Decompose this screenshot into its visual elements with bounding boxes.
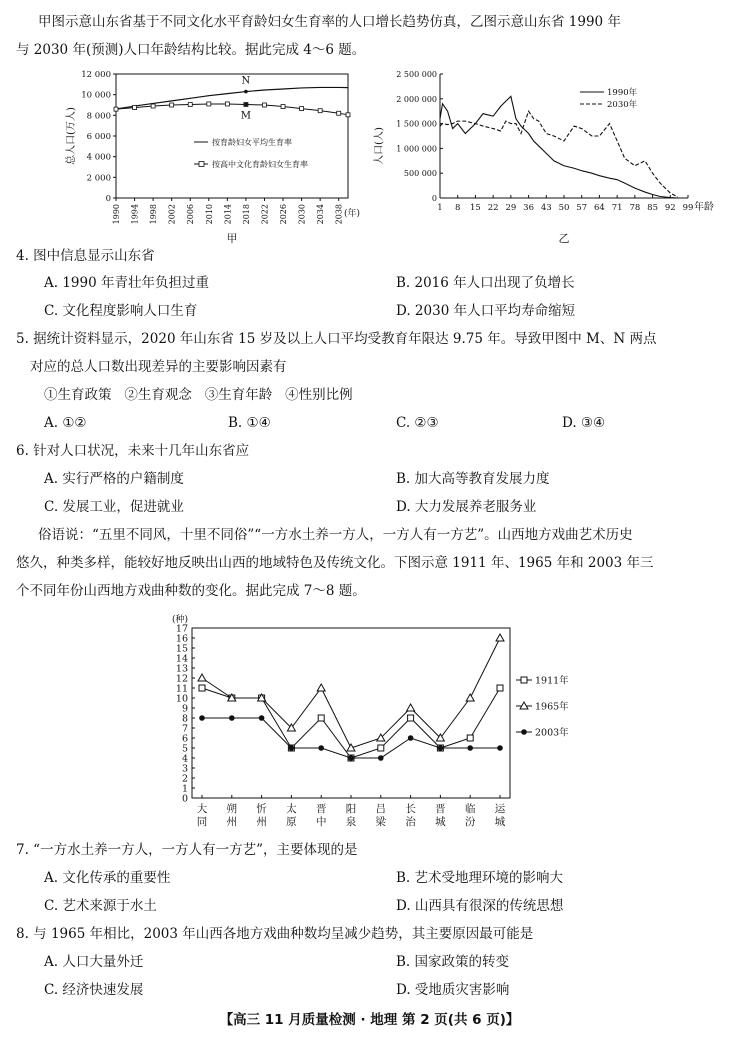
q5-line1: 5. 据统计资料显示，2020 年山东省 15 岁及以上人口平均受教育年限达 9.75 年。导致甲图中 M、N 两点 bbox=[16, 331, 657, 347]
data-point-triangle bbox=[317, 684, 325, 691]
x-tick-label: 原 bbox=[286, 816, 297, 828]
y-tick-label: 10 000 bbox=[81, 90, 111, 101]
x-tick-label: 2038 bbox=[334, 204, 344, 225]
q8-option-b: B. 国家政策的转变 bbox=[396, 954, 510, 970]
x-tick-label: 78 bbox=[629, 203, 641, 213]
q5-option-c: C. ②③ bbox=[396, 415, 439, 431]
data-point-square bbox=[133, 106, 137, 110]
intro1-line1: 甲图示意山东省基于不同文化水平育龄妇女生育率的人口增长趋势仿真，乙图示意山东省 1990 年 bbox=[38, 14, 621, 30]
intro1-line2: 与 2030 年(预测)人口年龄结构比较。据此完成 4～6 题。 bbox=[16, 42, 366, 58]
q7-option-c: C. 艺术来源于水土 bbox=[44, 898, 157, 914]
x-tick-label: 城 bbox=[435, 816, 446, 828]
x-tick-label: 中 bbox=[315, 816, 327, 828]
x-tick-label: 临 bbox=[464, 803, 476, 815]
q6-stem: 6. 针对人口状况，未来十几年山东省应 bbox=[16, 443, 250, 459]
y-tick-label: 11 bbox=[175, 683, 188, 695]
data-point-circle bbox=[289, 745, 295, 751]
q5-line2: 对应的总人口数出现差异的主要影响因素有 bbox=[30, 359, 287, 375]
x-axis-label: 年龄 bbox=[694, 202, 714, 213]
data-point-triangle bbox=[407, 704, 415, 711]
data-point-circle bbox=[259, 715, 265, 721]
data-point-triangle bbox=[198, 674, 206, 681]
y-tick-label: 2 000 bbox=[86, 173, 111, 184]
legend-marker-square bbox=[521, 677, 527, 683]
intro2-line3: 个不同年份山西地方戏曲种数的变化。据此完成 7～8 题。 bbox=[16, 583, 366, 599]
data-point-circle bbox=[199, 715, 205, 721]
x-tick-label: 城 bbox=[494, 816, 506, 828]
data-point-square bbox=[378, 745, 384, 751]
data-point-square bbox=[497, 685, 503, 691]
series-line-1 bbox=[202, 638, 500, 748]
data-point-square bbox=[151, 104, 155, 108]
y-tick-label: 3 bbox=[181, 763, 188, 775]
q8-option-d: D. 受地质灾害影响 bbox=[396, 982, 510, 998]
legend-label-highschool: 按高中文化育龄妇女生育率 bbox=[212, 160, 308, 169]
x-tick-label: 大 bbox=[196, 803, 208, 815]
data-point-circle bbox=[467, 745, 473, 751]
data-point-square bbox=[262, 103, 266, 107]
y-tick-label: 13 bbox=[175, 663, 188, 675]
y-tick-label: 12 bbox=[175, 673, 188, 685]
data-point-circle bbox=[318, 745, 324, 751]
y-axis-label: 总人口(万人) bbox=[66, 107, 77, 165]
legend-label-1: 1965年 bbox=[535, 701, 569, 713]
legend-marker-square bbox=[199, 162, 204, 167]
data-point-square bbox=[467, 735, 473, 741]
x-tick-label: 2014 bbox=[223, 204, 233, 225]
marker-m bbox=[244, 103, 248, 107]
y-tick-label: 1 000 000 bbox=[396, 144, 437, 154]
x-tick-label: 州 bbox=[256, 816, 267, 828]
y-tick-label: 9 bbox=[181, 703, 188, 715]
x-tick-label: 同 bbox=[196, 816, 208, 828]
intro2-line1: 俗语说：“五里不同风，十里不同俗”“一方水土养一方人，一方人有一方艺”。山西地方戏曲艺术历史 bbox=[38, 527, 633, 543]
series-line-1990 bbox=[440, 96, 678, 198]
x-tick-label: 1994 bbox=[130, 204, 140, 225]
x-tick-label: 阳 bbox=[345, 803, 357, 815]
y-tick-label: 4 bbox=[181, 753, 188, 765]
x-tick-label: 晋 bbox=[435, 803, 446, 815]
y-tick-label: 0 bbox=[431, 194, 437, 203]
chart-opera-types bbox=[160, 608, 600, 838]
x-tick-label: 治 bbox=[405, 816, 416, 828]
x-tick-label: 吕 bbox=[375, 803, 387, 815]
x-tick-label: 15 bbox=[470, 203, 481, 213]
x-tick-label: 太 bbox=[286, 803, 297, 815]
series-line-2 bbox=[202, 718, 500, 758]
x-tick-label: 2006 bbox=[186, 204, 196, 225]
y-tick-label: 14 bbox=[175, 653, 188, 665]
data-point-square bbox=[199, 685, 205, 691]
q5-items: ①生育政策 ②生育观念 ③生育年龄 ④性别比例 bbox=[44, 387, 353, 403]
x-tick-label: 2022 bbox=[260, 204, 270, 225]
data-point-square bbox=[114, 107, 118, 111]
legend-label-2030: 2030年 bbox=[607, 100, 638, 110]
legend-label-0: 1911年 bbox=[535, 675, 569, 687]
y-tick-label: 10 bbox=[175, 693, 188, 705]
x-tick-label: 92 bbox=[664, 203, 676, 213]
y-tick-label: 16 bbox=[175, 633, 188, 645]
x-tick-label: 晋 bbox=[315, 803, 327, 815]
y-tick-label: 1 bbox=[181, 783, 188, 795]
x-tick-label: 71 bbox=[611, 203, 623, 213]
x-tick-label: 85 bbox=[647, 203, 658, 213]
y-tick-label: 8 000 bbox=[86, 111, 111, 122]
chart-caption: 甲 bbox=[226, 232, 238, 245]
y-tick-label: 12 000 bbox=[81, 70, 111, 80]
y-tick-label: 6 bbox=[181, 733, 188, 745]
q6-option-c: C. 发展工业，促进就业 bbox=[44, 499, 184, 515]
q7-option-d: D. 山西具有很深的传统思想 bbox=[396, 898, 564, 914]
data-point-square bbox=[281, 105, 285, 109]
y-tick-label: 2 500 000 bbox=[396, 70, 437, 79]
y-tick-label: 1 500 000 bbox=[396, 119, 437, 129]
q7-option-a: A. 文化传承的重要性 bbox=[44, 870, 171, 886]
y-tick-label: 4 000 bbox=[86, 152, 111, 163]
q5-option-b: B. ①④ bbox=[228, 415, 271, 431]
y-tick-label: 2 000 000 bbox=[396, 94, 437, 104]
data-point-square bbox=[318, 715, 324, 721]
data-point-circle bbox=[229, 715, 235, 721]
x-tick-label: 57 bbox=[576, 203, 588, 213]
page-footer: 【高三 11 月质量检测 · 地理 第 2 页(共 6 页)】 bbox=[219, 1012, 520, 1028]
y-tick-label: 500 000 bbox=[403, 169, 437, 179]
x-tick-label: 8 bbox=[455, 203, 461, 213]
x-tick-label: 忻 bbox=[256, 803, 267, 815]
x-tick-label: 长 bbox=[405, 803, 416, 815]
y-tick-label: 0 bbox=[181, 793, 188, 805]
x-tick-label: 99 bbox=[682, 203, 694, 213]
x-tick-label: 1 bbox=[437, 203, 443, 213]
annotation-m: M bbox=[240, 110, 252, 122]
x-tick-label: 2010 bbox=[204, 204, 214, 225]
x-tick-label: 运 bbox=[494, 803, 506, 815]
y-tick-label: 6 000 bbox=[86, 132, 111, 142]
x-tick-label: 29 bbox=[505, 203, 517, 213]
legend-label-1990: 1990年 bbox=[607, 88, 638, 98]
y-tick-label: 15 bbox=[175, 643, 188, 655]
legend-label-2: 2003年 bbox=[535, 727, 569, 739]
x-tick-label: 43 bbox=[540, 203, 552, 213]
annotation-n: N bbox=[241, 75, 251, 87]
x-tick-label: 36 bbox=[523, 203, 534, 213]
q6-option-a: A. 实行严格的户籍制度 bbox=[44, 471, 184, 487]
x-axis-label: (年) bbox=[344, 209, 361, 219]
data-point-circle bbox=[378, 755, 384, 761]
chart-jia bbox=[60, 64, 361, 245]
chart-yi bbox=[368, 64, 714, 245]
data-point-square bbox=[300, 107, 304, 111]
data-point-triangle bbox=[466, 694, 474, 701]
x-tick-label: 50 bbox=[558, 203, 570, 213]
y-tick-label: 17 bbox=[175, 623, 188, 635]
q7-option-b: B. 艺术受地理环境的影响大 bbox=[396, 870, 564, 886]
q8-option-a: A. 人口大量外迁 bbox=[44, 954, 144, 970]
q5-option-d: D. ③④ bbox=[562, 415, 606, 431]
x-tick-label: 1990 bbox=[112, 204, 121, 225]
q6-option-b: B. 加大高等教育发展力度 bbox=[396, 471, 550, 487]
legend-marker-circle bbox=[521, 729, 527, 735]
plot-frame bbox=[192, 628, 510, 798]
q4-option-c: C. 文化程度影响人口生育 bbox=[44, 303, 198, 319]
y-tick-label: 5 bbox=[181, 743, 188, 755]
q6-option-d: D. 大力发展养老服务业 bbox=[396, 499, 537, 515]
x-tick-label: 朔 bbox=[226, 803, 238, 815]
x-tick-label: 2030 bbox=[297, 204, 307, 225]
y-tick-label: 0 bbox=[105, 194, 111, 204]
chart-caption: 乙 bbox=[558, 232, 570, 245]
legend-label-average: 按育龄妇女平均生育率 bbox=[212, 138, 292, 147]
data-point-circle bbox=[408, 735, 414, 741]
data-point-square bbox=[318, 109, 322, 113]
data-point-circle bbox=[438, 745, 444, 751]
data-point-square bbox=[225, 102, 229, 106]
x-tick-label: 州 bbox=[226, 816, 238, 828]
x-tick-label: 1998 bbox=[149, 204, 159, 225]
marker-n bbox=[244, 90, 248, 94]
q5-option-a: A. ①② bbox=[44, 415, 87, 431]
data-point-square bbox=[207, 102, 211, 106]
x-tick-label: 2026 bbox=[279, 204, 289, 225]
x-tick-label: 22 bbox=[487, 203, 499, 213]
x-tick-label: 2002 bbox=[167, 204, 177, 225]
intro2-line2: 悠久，种类多样，能较好地反映出山西的地域特色及传统文化。下图示意 1911 年、1965 年和 2003 年三 bbox=[16, 555, 654, 571]
data-point-square bbox=[188, 102, 192, 106]
data-point-triangle bbox=[496, 634, 504, 641]
y-axis-unit: (种) bbox=[172, 615, 189, 625]
q4-stem: 4. 图中信息显示山东省 bbox=[16, 248, 155, 264]
q8-stem: 8. 与 1965 年相比，2003 年山西各地方戏曲种数均呈减少趋势，其主要原因最可能是 bbox=[16, 926, 534, 942]
x-tick-label: 2018 bbox=[241, 204, 251, 225]
x-tick-label: 泉 bbox=[345, 816, 357, 828]
data-point-square bbox=[337, 111, 341, 115]
q4-option-b: B. 2016 年人口出现了负增长 bbox=[396, 275, 575, 291]
x-tick-label: 汾 bbox=[464, 816, 476, 828]
data-point-square bbox=[170, 103, 174, 107]
data-point-square bbox=[408, 715, 414, 721]
q4-option-d: D. 2030 年人口平均寿命缩短 bbox=[396, 303, 576, 319]
q8-option-c: C. 经济快速发展 bbox=[44, 982, 144, 998]
y-tick-label: 8 bbox=[181, 713, 188, 725]
q4-option-a: A. 1990 年青壮年负担过重 bbox=[44, 275, 209, 291]
q7-stem: 7. “一方水土养一方人，一方人有一方艺”，主要体现的是 bbox=[16, 842, 358, 858]
y-tick-label: 2 bbox=[181, 773, 188, 785]
data-point-square bbox=[346, 113, 350, 117]
y-axis-label: 人口(人) bbox=[374, 127, 385, 165]
x-tick-label: 2034 bbox=[316, 204, 326, 225]
y-tick-label: 7 bbox=[181, 723, 188, 735]
data-point-circle bbox=[348, 755, 354, 761]
x-tick-label: 64 bbox=[594, 203, 605, 213]
x-tick-label: 梁 bbox=[375, 816, 387, 828]
data-point-circle bbox=[497, 745, 503, 751]
series-line-2030 bbox=[440, 111, 678, 197]
